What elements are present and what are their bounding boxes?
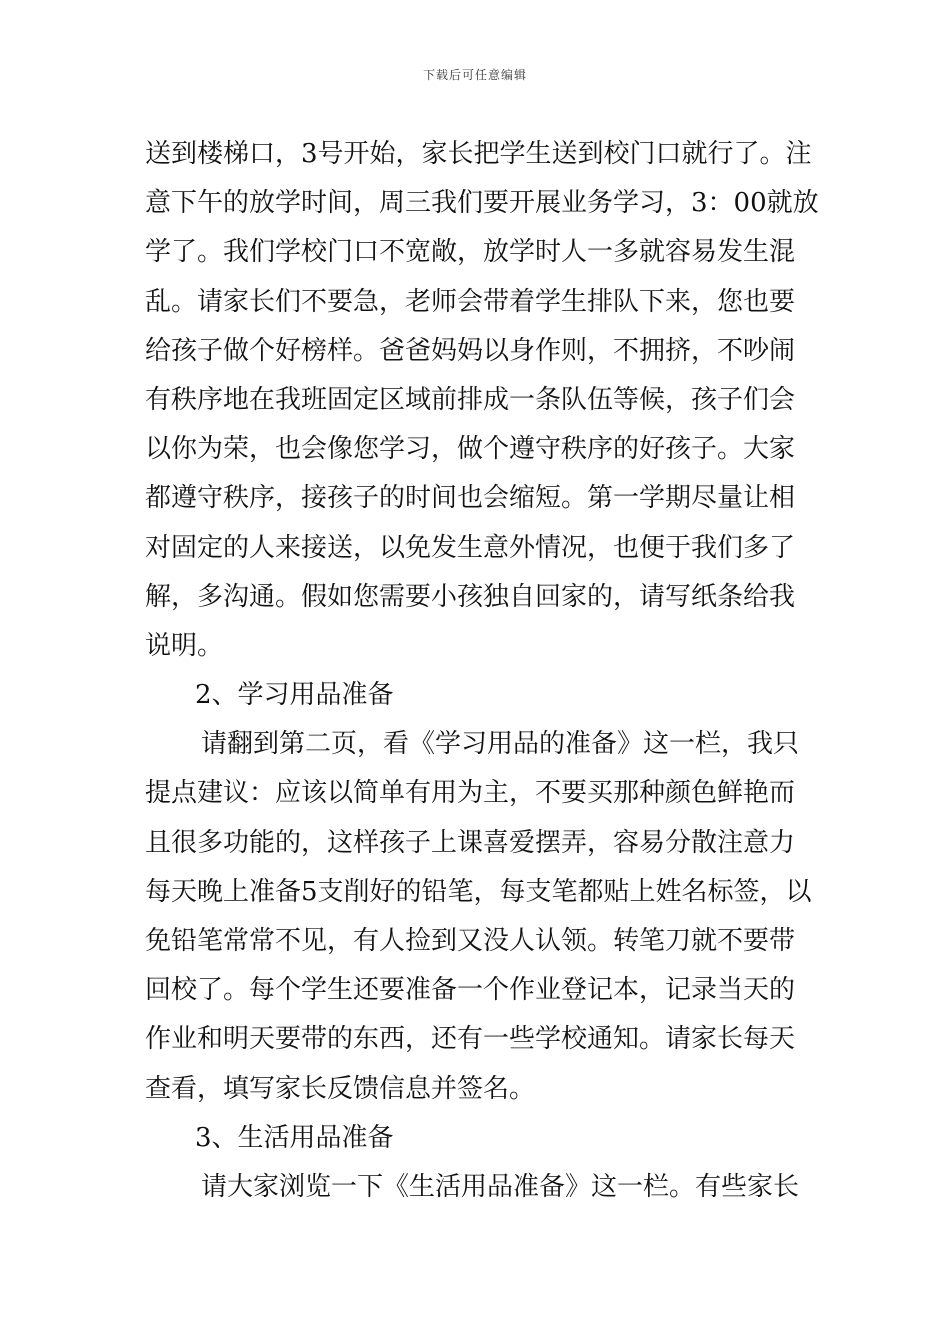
text-line: 查看，填写家长反馈信息并签名。 bbox=[145, 1073, 536, 1104]
text-line: 提点建议：应该以简单有用为主，不要买那种颜色鲜艳而 bbox=[145, 778, 796, 809]
page-header: 下载后可任意编辑 bbox=[422, 68, 527, 82]
paragraph-first-line: 请大家浏览一下《生活用品准备》这一栏。有些家长 bbox=[201, 1171, 800, 1202]
document-body bbox=[145, 130, 819, 1212]
text-line: 解，多沟通。假如您需要小孩独自回家的，请写纸条给我 bbox=[145, 581, 796, 612]
text-line: 给孩子做个好榜样。爸爸妈妈以身作则，不拥挤，不吵闹 bbox=[145, 335, 796, 366]
section-heading: 3、生活用品准备 bbox=[195, 1122, 394, 1153]
text-line: 每天晚上准备5支削好的铅笔，每支笔都贴上姓名标签，以 bbox=[145, 876, 812, 907]
text-line: 免铅笔常常不见，有人捡到又没人认领。转笔刀就不要带 bbox=[145, 926, 796, 956]
text-line: 都遵守秩序，接孩子的时间也会缩短。第一学期尽量让相 bbox=[145, 483, 796, 514]
text-line: 学了。我们学校门口不宽敞，放学时人一多就容易发生混 bbox=[145, 237, 796, 268]
text-line: 送到楼梯口，3号开始，家长把学生送到校门口就行了。注 bbox=[145, 139, 812, 169]
text-line: 对固定的人来接送，以免发生意外情况，也便于我们多了 bbox=[145, 532, 796, 563]
text-line: 意下午的放学时间，周三我们要开展业务学习，3：00就放 bbox=[145, 188, 819, 219]
text-line: 有秩序地在我班固定区域前排成一条队伍等候，孩子们会 bbox=[145, 384, 796, 415]
text-line: 回校了。每个学生还要准备一个作业登记本，记录当天的 bbox=[145, 975, 796, 1006]
text-line: 说明。 bbox=[145, 630, 224, 661]
text-line: 作业和明天要带的东西，还有一些学校通知。请家长每天 bbox=[145, 1024, 796, 1055]
paragraph-first-line: 请翻到第二页，看《学习用品的准备》这一栏，我只 bbox=[201, 729, 800, 760]
text-line: 且很多功能的，这样孩子上课喜爱摆弄，容易分散注意力 bbox=[145, 827, 796, 858]
text-line: 乱。请家长们不要急，老师会带着学生排队下来，您也要 bbox=[145, 286, 796, 317]
text-line: 以你为荣，也会像您学习，做个遵守秩序的好孩子。大家 bbox=[145, 434, 796, 465]
section-heading: 2、学习用品准备 bbox=[195, 680, 394, 711]
